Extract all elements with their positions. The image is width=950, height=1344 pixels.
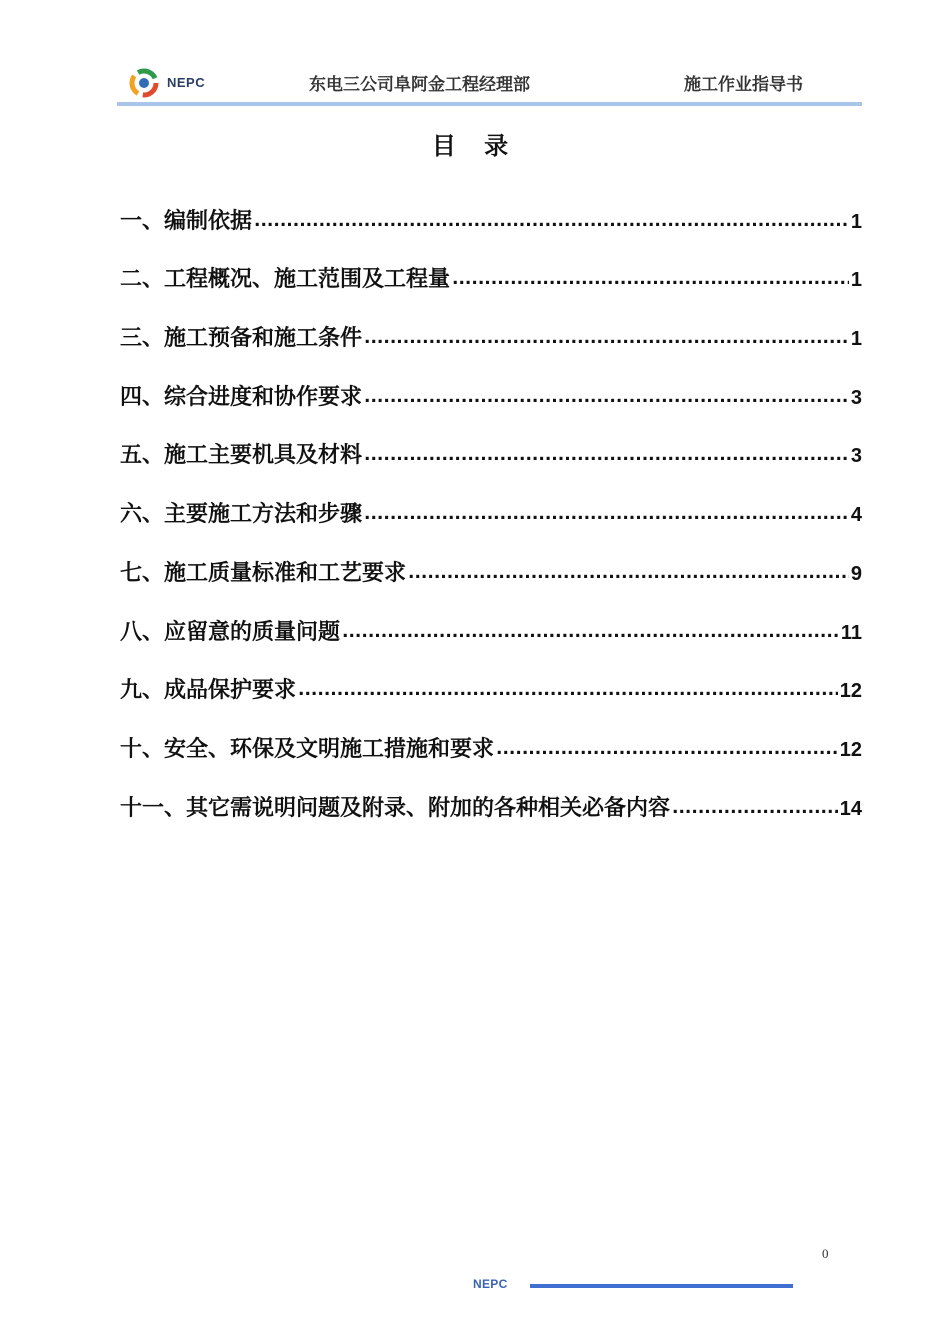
toc-entry-title: 三、施工预备和施工条件	[120, 326, 363, 352]
toc-dot-leader	[452, 271, 849, 288]
organization-name: 东电三公司阜阿金工程经理部	[309, 75, 530, 95]
footer-brand: NEPC	[473, 1277, 508, 1291]
toc-dot-leader	[342, 624, 839, 641]
toc-entry-title: 八、应留意的质量问题	[120, 619, 341, 645]
toc-entry-title: 六、主要施工方法和步骤	[120, 502, 363, 528]
toc-dot-leader	[298, 682, 838, 699]
toc-dot-leader	[408, 565, 849, 582]
page-header	[117, 62, 862, 106]
toc-entry-title: 七、施工质量标准和工艺要求	[120, 560, 407, 586]
toc-entry-title: 一、编制依据	[120, 208, 253, 234]
header-divider	[117, 102, 862, 106]
toc-dot-leader	[254, 213, 849, 230]
toc-entry[interactable]	[120, 763, 862, 822]
toc-entry-page-number: 14	[839, 797, 862, 820]
toc-entry-page-number: 3	[850, 445, 862, 468]
toc-entry-page-number: 4	[850, 504, 862, 527]
toc-entry-page-number: 1	[850, 210, 862, 233]
toc-entry-page-number: 1	[850, 269, 862, 292]
toc-entry-title: 十一、其它需说明问题及附录、附加的各种相关必备内容	[120, 795, 671, 821]
toc-entry-title: 九、成品保护要求	[120, 678, 297, 704]
toc-entry[interactable]	[120, 528, 862, 587]
toc-entry-page-number: 12	[839, 738, 862, 761]
toc-entry-page-number: 9	[850, 562, 862, 585]
nepc-logo	[127, 66, 247, 100]
toc-entry-page-number: 11	[840, 621, 862, 644]
toc-entry[interactable]	[120, 587, 862, 646]
toc-entry-title: 二、工程概况、施工范围及工程量	[120, 267, 451, 293]
toc-dot-leader	[364, 506, 849, 523]
toc-dot-leader	[364, 330, 849, 347]
toc-entry-title: 四、综合进度和协作要求	[120, 384, 363, 410]
toc-entry-title: 五、施工主要机具及材料	[120, 443, 363, 469]
toc-entry-title: 十、安全、环保及文明施工措施和要求	[120, 736, 495, 762]
toc-entry[interactable]	[120, 704, 862, 763]
toc-entry-page-number: 12	[839, 680, 862, 703]
toc-dot-leader	[672, 800, 838, 817]
toc-dot-leader	[364, 447, 849, 464]
page-number: 0	[822, 1246, 829, 1261]
toc-entry[interactable]	[120, 352, 862, 411]
toc-title: 目 录	[431, 132, 519, 160]
toc-entry[interactable]	[120, 293, 862, 352]
footer-divider	[530, 1284, 793, 1288]
toc-entry[interactable]	[120, 411, 862, 470]
toc-entry[interactable]	[120, 176, 862, 235]
logo-brand-text: NEPC	[167, 75, 206, 90]
nepc-logo-icon	[127, 66, 161, 100]
toc-dot-leader	[364, 389, 849, 406]
toc-entry[interactable]	[120, 469, 862, 528]
document-type: 施工作业指导书	[684, 75, 803, 95]
table-of-contents	[120, 176, 862, 822]
toc-dot-leader	[496, 741, 838, 758]
toc-entry[interactable]	[120, 235, 862, 294]
toc-entry-page-number: 1	[850, 328, 862, 351]
toc-entry-page-number: 3	[850, 386, 862, 409]
toc-entry[interactable]	[120, 646, 862, 705]
